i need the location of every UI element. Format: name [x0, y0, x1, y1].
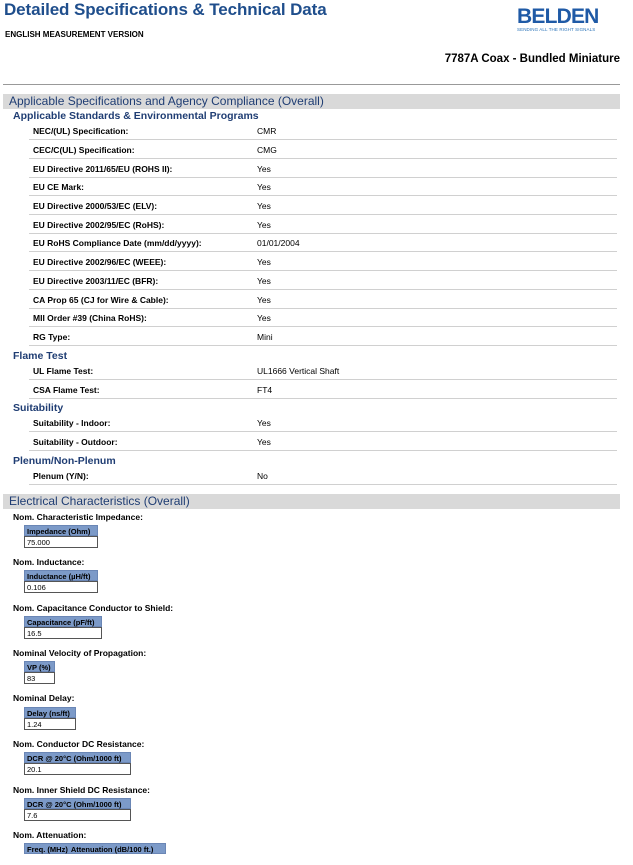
spec-row [29, 433, 617, 451]
spec-value: No [257, 471, 268, 481]
capacitance-label: Nom. Capacitance Conductor to Shield: [13, 603, 174, 613]
spec-value: CMG [257, 145, 277, 155]
header-divider [3, 84, 620, 85]
inductance-value: 0.106 [24, 581, 98, 593]
spec-label: UL Flame Test: [33, 366, 94, 376]
spec-row [29, 362, 617, 380]
spec-value: Yes [257, 220, 271, 230]
spec-label: Suitability - Outdoor: [33, 437, 118, 447]
spec-row [29, 381, 617, 399]
velocity-header: VP (%) [24, 661, 55, 672]
spec-value: Yes [257, 418, 271, 428]
spec-value: Yes [257, 182, 271, 192]
inductance-header: Inductance (µH/ft) [24, 570, 98, 581]
spec-row [29, 414, 617, 432]
attenuation-att-header: Attenuation (dB/100 ft.) [70, 845, 154, 854]
delay-value: 1.24 [24, 718, 76, 730]
spec-label: CSA Flame Test: [33, 385, 100, 395]
capacitance-value: 16.5 [24, 627, 102, 639]
logo-tagline: SENDING ALL THE RIGHT SIGNALS [517, 27, 596, 32]
spec-row [29, 467, 617, 485]
product-title: 7787A Coax - Bundled Miniature [444, 53, 620, 65]
capacitance-table [24, 616, 102, 639]
shield-dcr-header: DCR @ 20°C (Ohm/1000 ft) [24, 798, 131, 809]
section-electrical-header: Electrical Characteristics (Overall) [3, 494, 620, 509]
spec-row [29, 328, 617, 346]
spec-label: EU RoHS Compliance Date (mm/dd/yyyy): [33, 238, 202, 248]
spec-value: Yes [257, 295, 271, 305]
spec-label: NEC/(UL) Specification: [33, 126, 129, 136]
velocity-value: 83 [24, 672, 55, 684]
spec-label: EU Directive 2000/53/EC (ELV): [33, 201, 158, 211]
spec-row [29, 122, 617, 140]
inductance-label: Nom. Inductance: [13, 557, 85, 567]
spec-row [29, 234, 617, 252]
spec-value: Yes [257, 313, 271, 323]
shield-dcr-table [24, 798, 131, 821]
attenuation-freq-header: Freq. (MHz) [27, 845, 68, 854]
delay-table [24, 707, 76, 730]
capacitance-header: Capacitance (pF/ft) [24, 616, 102, 627]
spec-row [29, 141, 617, 159]
spec-label: Suitability - Indoor: [33, 418, 111, 428]
spec-label: RG Type: [33, 332, 71, 342]
spec-row [29, 309, 617, 327]
spec-label: CEC/C(UL) Specification: [33, 145, 135, 155]
impedance-label: Nom. Characteristic Impedance: [13, 512, 143, 522]
shield-dcr-value: 7.6 [24, 809, 131, 821]
spec-label: EU CE Mark: [33, 182, 85, 192]
conductor-dcr-label: Nom. Conductor DC Resistance: [13, 739, 145, 749]
conductor-dcr-header: DCR @ 20°C (Ohm/1000 ft) [24, 752, 131, 763]
spec-row [29, 197, 617, 215]
spec-label: EU Directive 2011/65/EU (ROHS II): [33, 164, 173, 174]
belden-logo [517, 6, 605, 32]
standards-heading: Applicable Standards & Environmental Programs [13, 110, 259, 122]
spec-value: CMR [257, 126, 277, 136]
spec-value: Yes [257, 437, 271, 447]
spec-row [29, 291, 617, 309]
spec-value: Yes [257, 257, 271, 267]
spec-row [29, 178, 617, 196]
spec-label: EU Directive 2002/96/EC (WEEE): [33, 257, 167, 267]
delay-header: Delay (ns/ft) [24, 707, 76, 718]
spec-label: MII Order #39 (China RoHS): [33, 313, 147, 323]
spec-row [29, 253, 617, 271]
logo-text: BELDEN [517, 5, 599, 28]
attenuation-table [24, 843, 166, 854]
spec-row [29, 160, 617, 178]
inductance-table [24, 570, 98, 593]
page-title: Detailed Specifications & Technical Data [4, 0, 327, 19]
shield-dcr-label: Nom. Inner Shield DC Resistance: [13, 785, 150, 795]
spec-value: Yes [257, 164, 271, 174]
impedance-table [24, 525, 98, 548]
velocity-label: Nominal Velocity of Propagation: [13, 648, 147, 658]
flame-heading: Flame Test [13, 350, 68, 362]
impedance-value: 75.000 [24, 536, 98, 548]
attenuation-header [24, 843, 166, 854]
delay-label: Nominal Delay: [13, 693, 75, 703]
suitability-heading: Suitability [13, 402, 64, 414]
spec-value: Yes [257, 201, 271, 211]
spec-label: CA Prop 65 (CJ for Wire & Cable): [33, 295, 169, 305]
spec-value: 01/01/2004 [257, 238, 300, 248]
impedance-header: Impedance (Ohm) [24, 525, 98, 536]
spec-label: EU Directive 2003/11/EC (BFR): [33, 276, 159, 286]
attenuation-label: Nom. Attenuation: [13, 830, 87, 840]
spec-label: EU Directive 2002/95/EC (RoHS): [33, 220, 165, 230]
conductor-dcr-table [24, 752, 131, 775]
spec-value: FT4 [257, 385, 273, 395]
page-subtitle: ENGLISH MEASUREMENT VERSION [5, 30, 144, 39]
spec-row [29, 272, 617, 290]
plenum-heading: Plenum/Non-Plenum [13, 455, 116, 467]
spec-value: Yes [257, 276, 271, 286]
spec-row [29, 216, 617, 234]
spec-value: Mini [257, 332, 273, 342]
conductor-dcr-value: 20.1 [24, 763, 131, 775]
spec-label: Plenum (Y/N): [33, 471, 89, 481]
spec-value: UL1666 Vertical Shaft [257, 366, 340, 376]
velocity-table [24, 661, 55, 684]
section-compliance-header: Applicable Specifications and Agency Compliance (Overall) [3, 94, 620, 109]
